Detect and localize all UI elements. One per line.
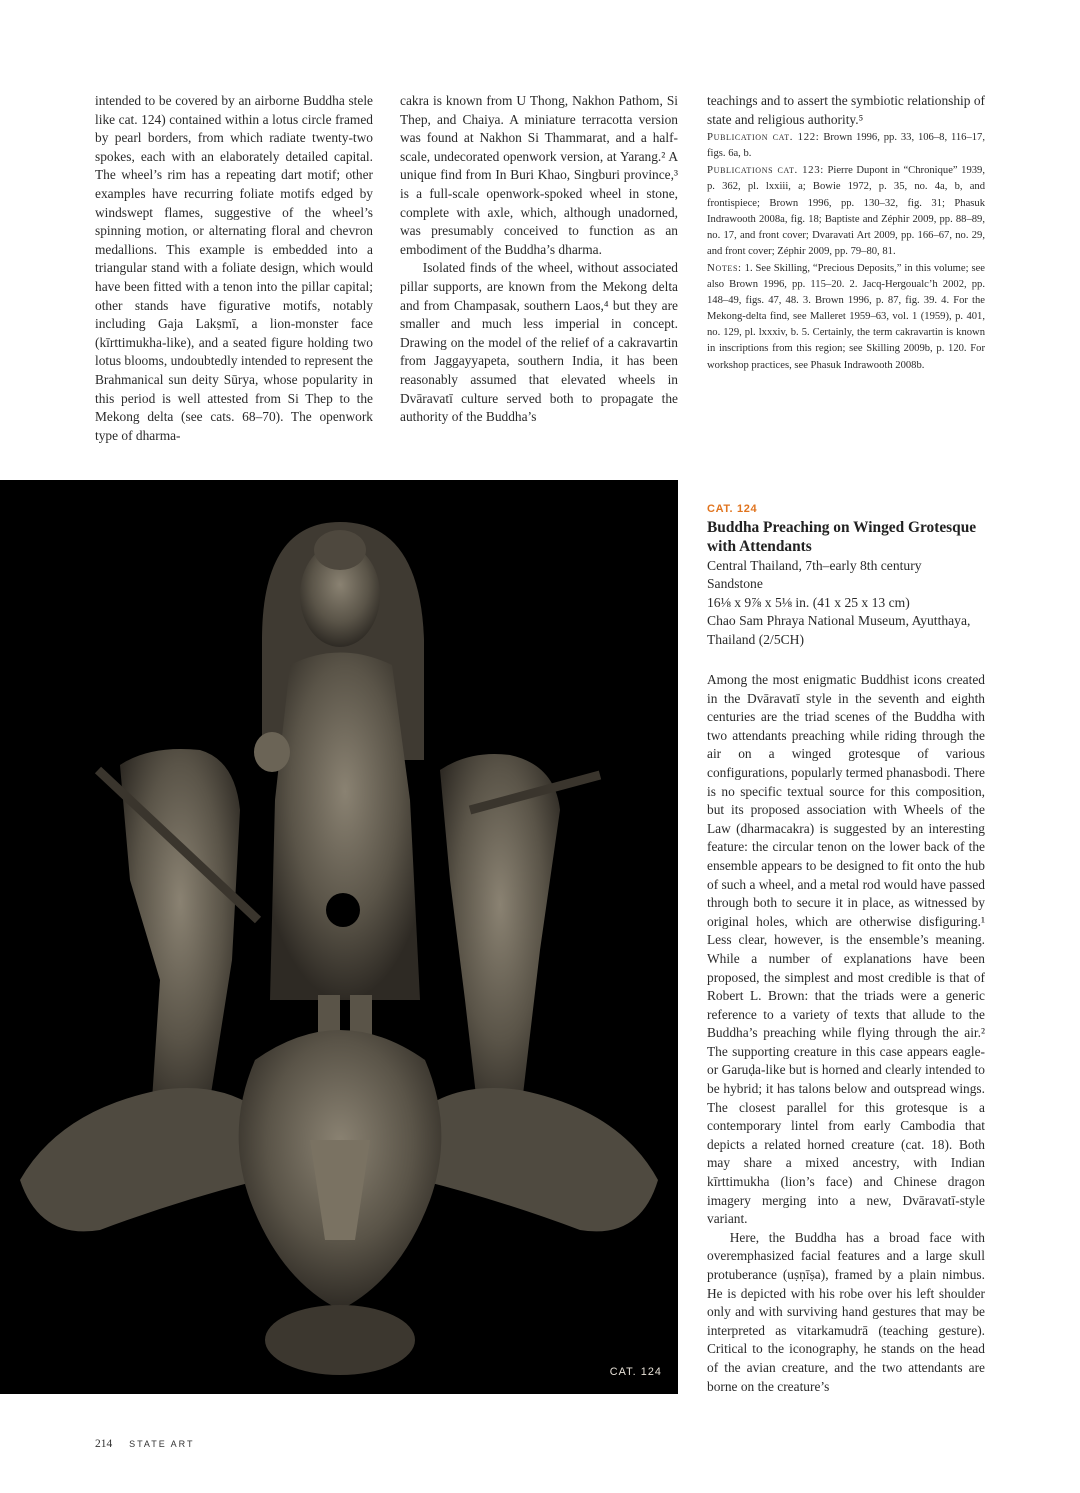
column3-paragraph-1: teachings and to assert the symbiotic relationship of state and religious authority.⁵ (707, 93, 985, 127)
catalogue-essay (707, 671, 985, 1396)
catalogue-title: Buddha Preaching on Winged Grotesque with Attendants (707, 519, 977, 555)
catalogue-essay-paragraph-2: Here, the Buddha has a broad face with overemphasized facial features and a large skull protuberance (uṣṇīṣa), framed by a plain nimbus. He is depicted with his robe over his left shoulder only and with surviving hand gestures that may be interpreted as vitarkamudrā (teaching gesture). Critical to the iconography, he stands on the head of the avian creature, and the two attendants are borne on the creature’s (707, 1229, 985, 1394)
rod-hole-shape (326, 893, 360, 927)
base-shape (265, 1305, 415, 1375)
section-title: STATE ART (129, 1439, 195, 1449)
right-wing-shape (410, 1088, 658, 1231)
notes-label: Notes: (707, 261, 742, 274)
page-footer (95, 1438, 194, 1450)
left-wing-shape (20, 1088, 270, 1231)
right-attendant-shape (440, 754, 560, 1130)
catalogue-entry (707, 503, 987, 649)
publications-cat-123-label: Publications cat. 123: (707, 164, 824, 177)
catalogue-origin: Central Thailand, 7th–early 8th century (707, 558, 922, 573)
publications-cat-123 (707, 162, 985, 260)
buddha-foot-right-shape (350, 995, 372, 1035)
publication-cat-122-text: Brown 1996, pp. 33, 106–8, 116–17, figs. 6a, b. (707, 132, 985, 160)
column2-paragraph-2: Isolated finds of the wheel, without associated pillar supports, are known from the Mekong delta and from Champasak, southern Laos,⁴ but they are smaller and much less imperial in concept. Drawing on the model of the relief of a cakravartin from Jaggayyapeta, southern India, it has been reasonably assumed that elevated wheels in Dvāravatī culture served both to propagate the authority of the Buddha’s (400, 260, 678, 425)
catalogue-dimensions: 16⅛ x 9⅞ x 5⅛ in. (41 x 25 x 13 cm) (707, 594, 910, 610)
ushnisha-shape (314, 530, 366, 570)
text-column-2 (400, 92, 678, 427)
publication-cat-122 (707, 129, 985, 162)
column2-paragraph-1: cakra is known from U Thong, Nakhon Pathom, Si Thep, and Chaiya. A miniature terracotta version was found at Nakhon Si Thammarat, and a half-scale, undecorated openwork version, at Yarang.² A unique find from In Buri Khao, Singburi province,³ is a full-scale openwork-spoked wheel in stone, complete with axle, which, although unadorned, was presumably conceived to function as an embodiment of the Buddha’s dharma. (400, 93, 678, 257)
catalogue-collection: Chao Sam Phraya National Museum, Ayutthaya, Thailand (2/5CH) (707, 613, 971, 647)
publication-cat-122-label: Publication cat. 122: (707, 131, 820, 144)
publications-cat-123-text: Pierre Dupont in “Chronique” 1939, p. 362, pl. lxxiii, a; Bowie 1972, p. 35, no. 4a, b, and frontispiece; Brown 1996, pp. 130–32, fig. 31; Phasuk Indrawooth 2008a, fig. 18; Baptiste and Zéphir 2009, pp. 88–89, no. 17, and front cover; Dvaravati Art 2009, pp. 166–67, no. 29, and front cover; Zéphir 2009, pp. 79–80, 81. (707, 165, 985, 257)
catalogue-label: CAT. 124 (707, 503, 758, 515)
text-column-3 (707, 92, 985, 374)
notes (707, 260, 985, 374)
page-number: 214 (95, 1438, 113, 1450)
sculpture-photo (0, 480, 678, 1394)
notes-text: 1. See Skilling, “Precious Deposits,” in this volume; see also Brown 1996, pp. 115–20. 2. Jacq-Hergoualc’h 2002, pp. 148–49, figs. 47, 48. 3. Brown 1996, p. 87, fig. 39. 4. For the Mekong-delta find, see Malleret 1959–63, vol. 1 (1959), p. 401, no. 129, pl. lxxxiv, b. 5. Certainly, the term cakravartin is known in inscriptions from this region; see Skilling 2009b, p. 120. For workshop practices, see Phasuk Indrawooth 2008b. (707, 262, 985, 371)
catalogue-essay-paragraph-1: Among the most enigmatic Buddhist icons created in the Dvāravatī style in the seventh and eighth centuries are the triad scenes of the Buddha with two attendants preaching while riding through the air on a winged grotesque of various configurations, popularly termed phanasbodi. There is no specific textual source for this composition, but its proposed association with Wheels of the Law (dharmacakra) is suggested by an interesting feature: the circular tenon on the lower back of the ensemble appears to be designed to fit onto the hub of such a wheel, and a metal rod would have passed through both to secure it in place, as witnessed by original holes, which are otherwise disfiguring.¹ Less clear, however, is the ensemble’s meaning. While a number of explanations have been proposed, the simplest and most credible is that of Robert L. Brown: that the triads were a generic reference to a variety of texts that allude to the Buddha’s preaching while flying through the air.² The supporting creature in this case appears eagle- or Garuḍa-like but is horned and clearly intended to be hybrid; it has talons below and outspread wings. The closest parallel for this grotesque is a contemporary lintel from early Cambodia that depicts a related horned creature (cat. 18). Both may share a mixed ancestry, with Indian kīrttimukha (lion’s face) and Chinese dragon imagery merging into a new, Dvāravatī-style variant. (707, 672, 985, 1227)
buddha-foot-left-shape (318, 995, 340, 1035)
photo-caption: CAT. 124 (609, 1366, 662, 1378)
raised-hand-shape (254, 732, 290, 772)
column1-paragraph: intended to be covered by an airborne Buddha stele like cat. 124) contained within a lotus circle framed by pearl borders, from which radiate twenty-two spokes, each with an elaborately detailed capital. The wheel’s rim has a repeating dart motif; other examples have recurring foliate motifs edged by windswept flames, suggestive of the wheel’s spinning motion, or alternating floral and chevron medallions. This example is embedded into a triangular stand with a foliate design, which would have been fitted with a tenon into the pillar capital; other stands have figurative motifs, notably including Gaja Lakṣmī, a lion-monster face (kīrttimukha-like), and a seated figure holding two lotus blooms, undoubtedly intended to represent the Brahmanical sun deity Sūrya, whose popularity in this period is well attested from Si Thep to the Mekong delta (see cats. 68–70). The openwork type of dharma- (95, 93, 373, 443)
catalogue-material: Sandstone (707, 576, 763, 592)
sculpture-illustration (0, 480, 678, 1394)
text-column-1 (95, 92, 373, 445)
